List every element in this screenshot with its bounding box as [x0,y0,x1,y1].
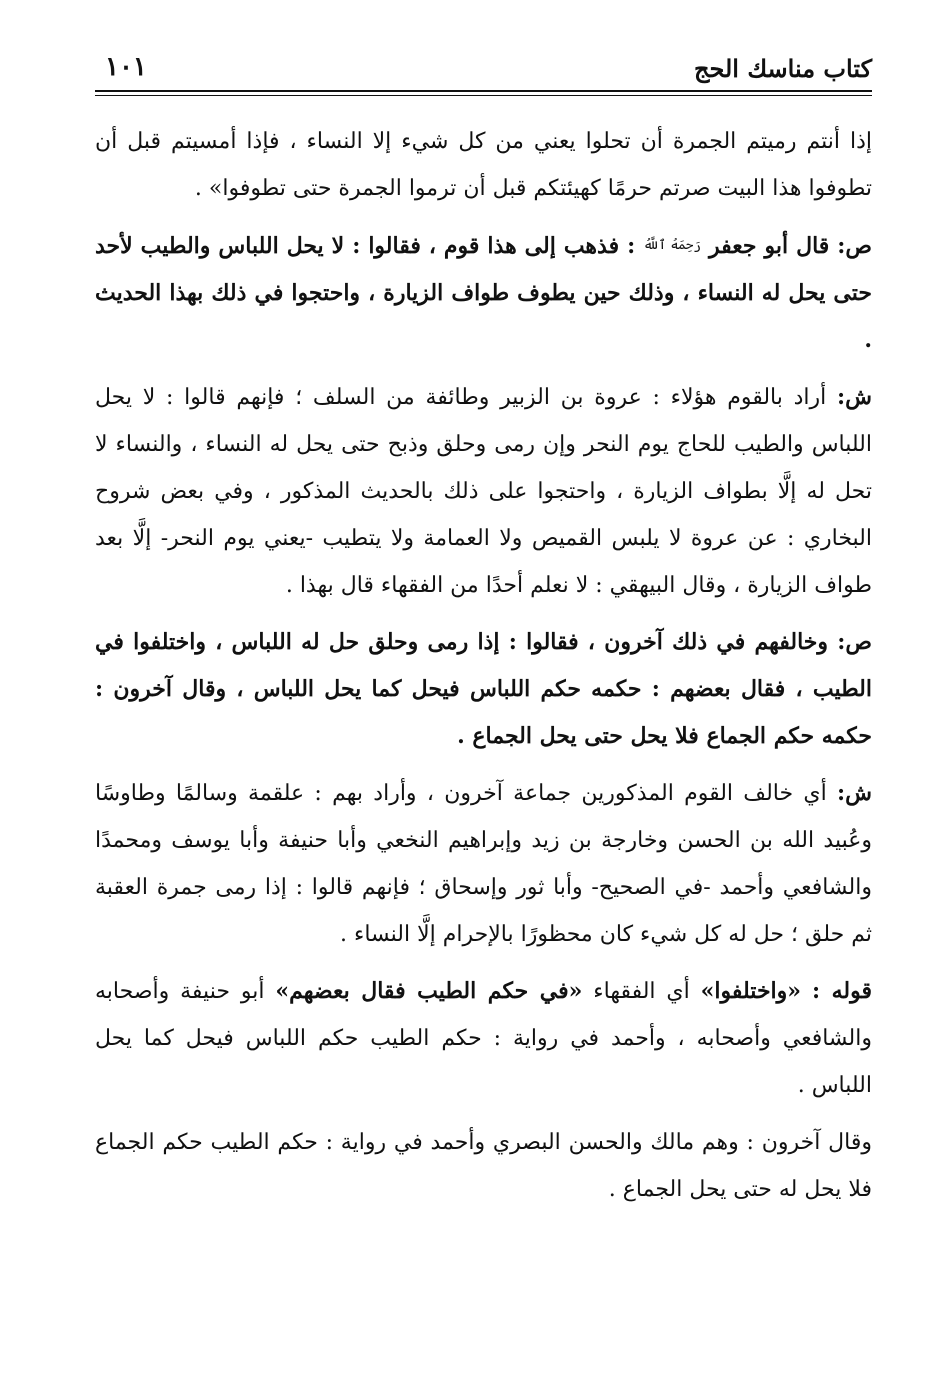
paragraph-matn-2 [95,619,872,760]
paragraph-text: إذا أنتم رميتم الجمرة أن تحلوا يعني من كل شيء إلا النساء ، فإذا أمسيتم قبل أن تطوفوا هذا البيت صرتم حرمًا كهيئتكم قبل أن ترموا الجمرة حتى تطوفوا» . [95,129,872,201]
paragraph-text: وقال آخرون : وهم مالك والحسن البصري وأحمد في رواية : حكم الطيب حكم الجماع فلا يحل له حتى يحل الجماع . [95,1130,872,1202]
page-header [95,44,872,88]
matn-label: ص: [837,629,872,655]
paragraph-continuation [95,118,872,212]
qawluhu-label: قوله : [811,978,873,1004]
page-number: ١٠١ [105,52,147,82]
paragraph-final [95,1119,872,1213]
paragraph-sharh-2 [95,770,872,958]
sharh-label: ش: [837,384,872,410]
paragraph-text: أبو حنيفة وأصحابه والشافعي وأصحابه ، وأحمد في رواية : حكم الطيب حكم اللباس فيحل كما يحل اللباس . [95,979,872,1098]
quoted-phrase: «واختلفوا» [700,978,802,1004]
matn-label: ص: [837,233,873,259]
paragraph-qawluhu [95,968,872,1109]
book-title: كتاب مناسك الحج [694,54,872,83]
paragraph-sharh-1 [95,374,872,609]
paragraph-text: قال أبو جعفر [709,233,830,259]
honorific-glyph: رَحِمَهُ ٱللَّهُ [643,238,702,253]
sharh-label: ش: [837,780,872,806]
paragraph-text: أراد بالقوم هؤلاء : عروة بن الزبير وطائفة من السلف ؛ فإنهم قالوا : لا يحل اللباس والطيب للحاج يوم النحر وإن رمى وحلق وذبح حتى يحل له النساء ، والنساء لا تحل له إلَّا بطواف الزيارة ، واحتجوا على ذلك بالحديث المذكور ، وفي بعض شروح البخاري : عن عروة لا يلبس القميص ولا العمامة ولا يتطيب -يعني يوم النحر- إلَّا بعد طواف الزيارة ، وقال البيهقي : لا نعلم أحدًا من الفقهاء قال بهذا . [95,385,872,598]
paragraph-text: : فذهب إلى هذا قوم ، فقالوا : لا يحل اللباس والطيب لأحد حتى يحل له النساء ، وذلك حين يطوف طواف الزيارة ، واحتجوا في ذلك بهذا الحديث . [95,233,872,353]
paragraph-text: وخالفهم في ذلك آخرون ، فقالوا : إذا رمى وحلق حل له اللباس ، واختلفوا في الطيب ، فقال بعضهم : حكمه حكم اللباس فيحل كما يحل اللباس ، وقال آخرون : حكمه حكم الجماع فلا يحل حتى يحل الجماع . [95,629,872,749]
paragraph-text: أي خالف القوم المذكورين جماعة آخرون ، وأراد بهم : علقمة وسالمًا وطاوسًا وعُبيد الله بن الحسن وخارجة بن زيد وإبراهيم النخعي وأبا حنيفة وأبا يوسف ومحمدًا والشافعي وأحمد -في الصحيح- وأبا ثور وإسحاق ؛ فإنهم قالوا : إذا رمى جمرة العقبة ثم حلق ؛ حل له كل شيء كان محظورًا بالإحرام إلَّا النساء . [95,781,872,947]
paragraph-text: أي الفقهاء [593,979,690,1004]
page-body [95,118,872,1223]
header-divider [95,90,872,96]
paragraph-matn-1 [95,222,872,364]
quoted-phrase: «في حكم الطيب فقال بعضهم» [275,978,583,1004]
